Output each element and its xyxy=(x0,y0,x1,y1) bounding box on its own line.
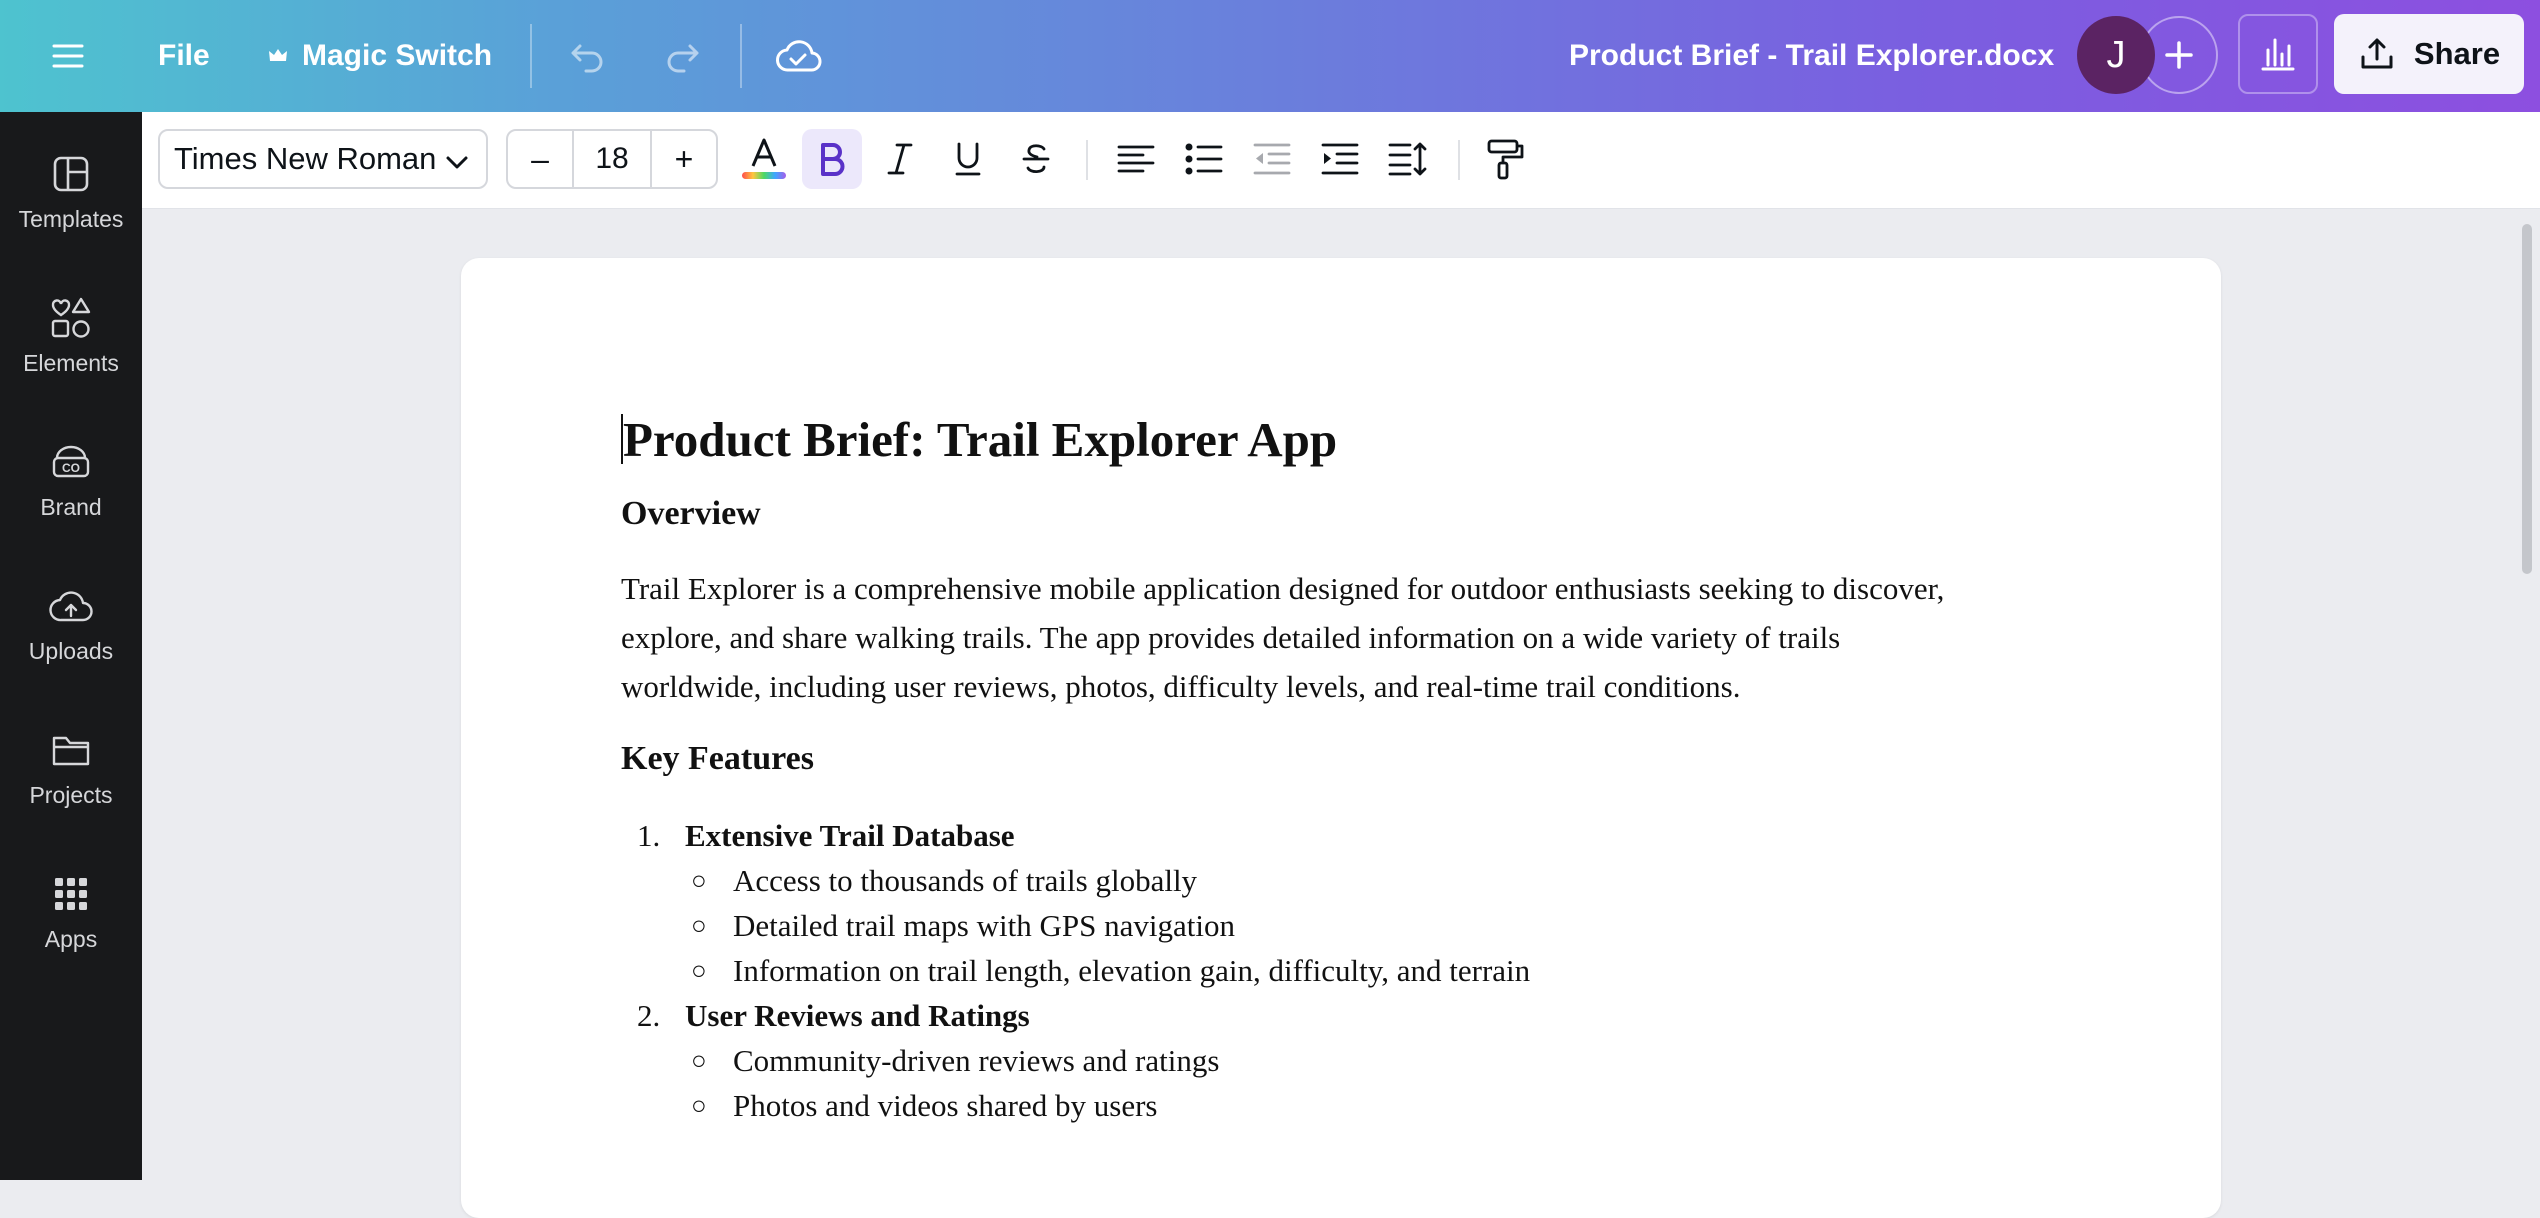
sidebar-item-label: Projects xyxy=(29,782,113,808)
redo-button[interactable] xyxy=(660,0,704,112)
hamburger-menu-button[interactable] xyxy=(48,0,88,112)
list-item-text: Access to thousands of trails globally xyxy=(733,863,1198,898)
list-number: 1. xyxy=(637,818,661,853)
document-title[interactable] xyxy=(1569,0,2054,112)
share-label: Share xyxy=(2413,36,2501,71)
decrease-indent-icon xyxy=(1253,142,1291,176)
paint-roller-icon xyxy=(1486,138,1526,180)
scrollbar-thumb[interactable] xyxy=(2522,224,2532,574)
bold-button[interactable] xyxy=(802,129,862,189)
left-sidebar xyxy=(0,112,142,1180)
list-item-text: Information on trail length, elevation gain, difficulty, and terrain xyxy=(733,953,1531,988)
strikethrough-button[interactable] xyxy=(1006,129,1066,189)
sidebar-item-projects[interactable] xyxy=(0,718,142,838)
list-item-text: Detailed trail maps with GPS navigation xyxy=(733,908,1235,943)
toolbar-divider xyxy=(1458,140,1460,180)
bullet-circle: ○ xyxy=(691,1046,707,1075)
bullet-circle: ○ xyxy=(691,956,707,985)
document-page[interactable] xyxy=(461,258,2221,1218)
elements-icon xyxy=(49,296,93,340)
sidebar-item-brand[interactable] xyxy=(0,430,142,550)
underline-icon xyxy=(953,141,983,177)
folder-icon xyxy=(49,730,93,770)
font-family-dropdown[interactable] xyxy=(158,129,488,189)
sidebar-item-label: Templates xyxy=(18,206,124,232)
brand-icon xyxy=(49,442,93,482)
paragraph-line: Trail Explorer is a comprehensive mobile application designed for outdoor enthusiasts seeking to discover, xyxy=(621,571,1945,606)
file-menu-button[interactable] xyxy=(158,0,210,112)
section-heading-overview[interactable]: Overview xyxy=(621,495,761,532)
line-spacing-icon xyxy=(1388,141,1428,177)
paragraph-line: worldwide, including user reviews, photos, difficulty levels, and real-time trail conditions. xyxy=(621,669,1741,704)
text-color-icon xyxy=(740,134,788,184)
sidebar-item-uploads[interactable] xyxy=(0,574,142,694)
list-item[interactable] xyxy=(621,993,2081,1038)
font-size-input[interactable]: 18 xyxy=(572,131,652,187)
list-item[interactable] xyxy=(621,948,2081,993)
features-list xyxy=(621,813,2081,1128)
sidebar-item-label: Elements xyxy=(23,350,119,376)
magic-switch-button[interactable] xyxy=(266,0,492,112)
plus-icon xyxy=(2162,38,2196,72)
copy-style-button[interactable] xyxy=(1476,129,1536,189)
sidebar-item-elements[interactable] xyxy=(0,286,142,406)
section-heading-key-features[interactable]: Key Features xyxy=(621,740,814,777)
list-item-text: Photos and videos shared by users xyxy=(733,1088,1158,1123)
sidebar-item-templates[interactable] xyxy=(0,142,142,262)
increase-font-size-button[interactable]: + xyxy=(674,140,694,177)
menu-icon xyxy=(48,36,88,76)
bullet-circle: ○ xyxy=(691,1091,707,1120)
increase-indent-icon xyxy=(1321,142,1359,176)
document-heading[interactable] xyxy=(621,408,2081,472)
document-heading-text: Product Brief: Trail Explorer App xyxy=(623,412,1338,467)
list-item-text: Community-driven reviews and ratings xyxy=(733,1043,1220,1078)
bold-icon xyxy=(817,142,847,176)
list-item[interactable] xyxy=(621,1083,2081,1128)
chevron-down-icon xyxy=(442,147,472,177)
toolbar-divider xyxy=(740,24,742,88)
toolbar-divider xyxy=(530,24,532,88)
list-number: 2. xyxy=(637,998,661,1033)
uploads-icon xyxy=(48,586,94,626)
bullet-circle: ○ xyxy=(691,911,707,940)
top-bar xyxy=(0,0,2540,112)
list-item[interactable] xyxy=(621,858,2081,903)
align-left-button[interactable] xyxy=(1106,129,1166,189)
save-status-button[interactable] xyxy=(774,0,822,112)
analytics-button[interactable] xyxy=(2238,14,2318,94)
avatar-initial: J xyxy=(2106,33,2126,76)
sidebar-item-label: Apps xyxy=(44,926,98,952)
overview-paragraph[interactable] xyxy=(621,564,2081,711)
share-upload-icon xyxy=(2358,35,2396,73)
align-left-icon xyxy=(1117,144,1155,174)
line-spacing-button[interactable] xyxy=(1378,129,1438,189)
increase-indent-button[interactable] xyxy=(1310,129,1370,189)
sidebar-item-label: Uploads xyxy=(28,638,114,664)
undo-button[interactable] xyxy=(566,0,610,112)
underline-button[interactable] xyxy=(938,129,998,189)
crown-icon xyxy=(266,44,290,68)
bulleted-list-button[interactable] xyxy=(1174,129,1234,189)
list-item-title: User Reviews and Ratings xyxy=(685,998,1030,1033)
decrease-indent-button[interactable] xyxy=(1242,129,1302,189)
list-item[interactable] xyxy=(621,1038,2081,1083)
cloud-check-icon xyxy=(774,36,822,76)
document-title-text: Product Brief - Trail Explorer.docx xyxy=(1569,39,2055,72)
decrease-font-size-button[interactable]: – xyxy=(531,140,549,177)
share-button[interactable] xyxy=(2334,14,2524,94)
undo-icon xyxy=(566,34,610,78)
templates-icon xyxy=(51,154,91,194)
magic-switch-label: Magic Switch xyxy=(302,39,493,72)
svg-text:CO: CO xyxy=(62,461,80,475)
strikethrough-icon xyxy=(1021,141,1051,177)
sidebar-item-label: Brand xyxy=(40,494,102,520)
format-toolbar xyxy=(142,112,2540,209)
toolbar-divider xyxy=(1086,140,1088,180)
list-item[interactable] xyxy=(621,813,2081,858)
list-item-title: Extensive Trail Database xyxy=(685,818,1015,853)
avatar[interactable] xyxy=(2077,16,2155,94)
paragraph-line: explore, and share walking trails. The app provides detailed information on a wide variety of trails xyxy=(621,620,1841,655)
document-body[interactable] xyxy=(621,408,2081,1128)
sidebar-item-apps[interactable] xyxy=(0,862,142,982)
bullet-circle: ○ xyxy=(691,866,707,895)
bar-chart-icon xyxy=(2258,34,2298,74)
apps-grid-icon xyxy=(51,874,91,914)
file-menu-label: File xyxy=(158,39,210,72)
text-color-button[interactable] xyxy=(734,129,794,189)
redo-icon xyxy=(660,34,704,78)
bulleted-list-icon xyxy=(1185,142,1223,176)
list-item[interactable] xyxy=(621,903,2081,948)
font-size-stepper xyxy=(506,129,718,189)
font-family-value: Times New Roman xyxy=(174,141,437,176)
italic-button[interactable] xyxy=(870,129,930,189)
italic-icon xyxy=(885,142,915,176)
